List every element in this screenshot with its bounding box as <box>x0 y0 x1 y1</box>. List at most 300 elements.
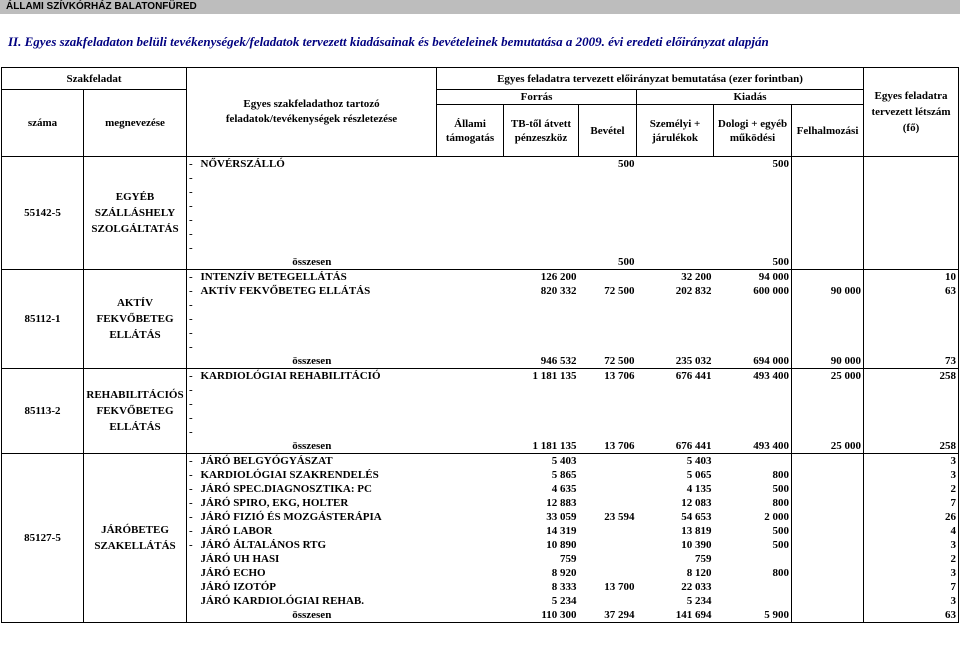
activity-name: JÁRÓ ÁLTALÁNOS RTG <box>200 539 327 551</box>
value-bevetel <box>579 185 637 199</box>
value-felh <box>792 185 864 199</box>
value-dologi <box>714 594 792 608</box>
value-szemelyi <box>637 340 714 354</box>
value-dologi: 500 <box>772 483 790 495</box>
value-letszam: 3 <box>864 454 959 469</box>
total-tb: 110 300 <box>504 608 579 623</box>
value-felh <box>792 241 864 255</box>
value-letszam: 2 <box>864 482 959 496</box>
value-szemelyi <box>637 425 714 439</box>
value-szemelyi: 13 819 <box>681 525 712 537</box>
szakfeladat-name: REHABILITÁCIÓS FEKVŐBETEG ELLÁTÁS <box>84 369 187 454</box>
activity-name <box>199 383 437 397</box>
value-dologi <box>714 580 792 594</box>
row-bullet: - <box>189 539 193 551</box>
value-allami <box>437 312 504 326</box>
value-dologi: 800 <box>772 497 790 509</box>
value-allami <box>437 270 504 285</box>
value-letszam <box>864 298 959 312</box>
value-letszam: 4 <box>864 524 959 538</box>
row-bullet: - <box>189 186 193 198</box>
value-allami <box>437 468 504 482</box>
value-szemelyi: 4 135 <box>686 483 712 495</box>
total-dologi: 694 000 <box>714 354 792 369</box>
value-letszam: 3 <box>864 538 959 552</box>
row-bullet: - <box>189 242 193 254</box>
value-dologi: 493 400 <box>714 369 792 384</box>
value-szemelyi: 12 083 <box>681 497 712 509</box>
value-dologi <box>714 425 792 439</box>
value-allami <box>437 157 504 172</box>
value-bevetel: 13 706 <box>579 369 637 384</box>
value-bevetel <box>579 241 637 255</box>
row-bullet: - <box>189 299 193 311</box>
total-bevetel: 500 <box>579 255 637 270</box>
value-bevetel <box>579 340 637 354</box>
value-allami <box>437 510 504 524</box>
value-szemelyi <box>637 383 714 397</box>
activity-name: JÁRÓ UH HASI <box>200 553 280 565</box>
value-tb <box>504 241 579 255</box>
value-allami <box>437 284 504 298</box>
value-letszam <box>864 312 959 326</box>
szakfeladat-code: 85113-2 <box>2 369 84 454</box>
table-row <box>2 369 959 384</box>
total-dologi: 5 900 <box>714 608 792 623</box>
value-dologi <box>714 397 792 411</box>
activity-name: JÁRÓ FIZIÓ ÉS MOZGÁSTERÁPIA <box>200 511 382 523</box>
value-letszam <box>864 185 959 199</box>
szakfeladat-code: 85127-5 <box>2 454 84 623</box>
activity-name <box>199 185 437 199</box>
row-bullet: - <box>187 270 199 285</box>
value-szemelyi: 5 234 <box>686 595 712 607</box>
value-letszam: 10 <box>864 270 959 285</box>
value-bevetel <box>579 566 637 580</box>
value-bevetel <box>579 538 637 552</box>
row-bullet: - <box>189 497 193 509</box>
value-allami <box>437 594 504 608</box>
value-dologi <box>714 326 792 340</box>
value-tb: 8 920 <box>551 567 577 579</box>
value-szemelyi <box>637 312 714 326</box>
row-bullet: - <box>189 327 193 339</box>
row-bullet: - <box>189 313 193 325</box>
activity-name <box>199 340 437 354</box>
value-tb <box>504 425 579 439</box>
total-tb: 1 181 135 <box>504 439 579 454</box>
table-row <box>2 454 959 469</box>
szakfeladat-name: AKTÍV FEKVŐBETEG ELLÁTÁS <box>84 270 187 369</box>
activity-name: AKTÍV FEKVŐBETEG ELLÁTÁS <box>200 285 371 297</box>
value-dologi: 500 <box>772 525 790 537</box>
value-letszam: 258 <box>864 369 959 384</box>
value-bevetel <box>579 171 637 185</box>
value-allami <box>437 524 504 538</box>
value-dologi: 2 000 <box>764 511 790 523</box>
value-felh: 25 000 <box>792 369 864 384</box>
value-tb: 33 059 <box>546 511 577 523</box>
value-bevetel <box>579 199 637 213</box>
value-bevetel <box>579 411 637 425</box>
total-szemelyi <box>637 255 714 270</box>
value-allami <box>437 340 504 354</box>
activity-name <box>199 227 437 241</box>
value-dologi <box>714 340 792 354</box>
value-bevetel <box>579 383 637 397</box>
total-label: összesen <box>187 439 437 454</box>
value-bevetel <box>579 270 637 285</box>
value-tb <box>504 171 579 185</box>
value-felh <box>792 482 864 496</box>
value-felh <box>792 552 864 566</box>
value-tb <box>504 326 579 340</box>
value-szemelyi: 5 403 <box>637 454 714 469</box>
value-tb <box>504 312 579 326</box>
header-allami: Állami támogatás <box>437 105 504 157</box>
activity-name: INTENZÍV BETEGELLÁTÁS <box>199 270 437 285</box>
value-tb: 4 635 <box>551 483 577 495</box>
value-felh: 90 000 <box>792 284 864 298</box>
value-bevetel <box>579 213 637 227</box>
value-tb: 5 234 <box>551 595 577 607</box>
activity-name <box>199 425 437 439</box>
value-felh <box>792 326 864 340</box>
value-tb: 8 333 <box>551 581 577 593</box>
value-szemelyi: 8 120 <box>686 567 712 579</box>
header-forras: Forrás <box>437 90 637 105</box>
value-dologi <box>714 454 792 469</box>
value-felh <box>792 298 864 312</box>
activity-name: NŐVÉRSZÁLLÓ <box>199 157 437 172</box>
activity-name <box>199 397 437 411</box>
value-letszam <box>864 397 959 411</box>
value-szemelyi: 22 033 <box>681 581 712 593</box>
value-szemelyi: 32 200 <box>637 270 714 285</box>
header-bemutatas: Egyes feladatra tervezett előirányzat bemutatása (ezer forintban) <box>437 68 864 90</box>
value-letszam <box>864 157 959 172</box>
value-felh <box>792 213 864 227</box>
row-bullet: - <box>189 228 193 240</box>
total-szemelyi: 235 032 <box>637 354 714 369</box>
value-bevetel <box>579 552 637 566</box>
institution-name: ÁLLAMI SZÍVKÓRHÁZ BALATONFÜRED <box>6 1 197 12</box>
total-label: összesen <box>187 608 437 623</box>
value-dologi <box>714 171 792 185</box>
value-felh <box>792 171 864 185</box>
value-felh <box>792 227 864 241</box>
value-felh <box>792 468 864 482</box>
total-allami <box>437 354 504 369</box>
value-allami <box>437 227 504 241</box>
szakfeladat-code: 85112-1 <box>2 270 84 369</box>
total-tb <box>504 255 579 270</box>
activity-name: KARDIOLÓGIAI REHABILITÁCIÓ <box>199 369 437 384</box>
value-szemelyi <box>637 241 714 255</box>
value-szemelyi: 54 653 <box>681 511 712 523</box>
total-tb: 946 532 <box>504 354 579 369</box>
activity-name <box>199 241 437 255</box>
value-allami <box>437 185 504 199</box>
value-tb: 12 883 <box>546 497 577 509</box>
value-allami <box>437 425 504 439</box>
value-dologi <box>714 213 792 227</box>
value-felh <box>792 538 864 552</box>
value-felh <box>792 270 864 285</box>
value-felh <box>792 524 864 538</box>
value-letszam <box>864 383 959 397</box>
activity-name <box>199 298 437 312</box>
value-tb <box>504 213 579 227</box>
value-allami <box>437 411 504 425</box>
value-dologi <box>714 298 792 312</box>
value-szemelyi <box>637 227 714 241</box>
value-tb: 820 332 <box>540 285 577 297</box>
value-allami <box>437 241 504 255</box>
value-bevetel <box>579 298 637 312</box>
row-bullet <box>187 552 199 566</box>
total-letszam: 258 <box>864 439 959 454</box>
row-bullet: - <box>189 200 193 212</box>
value-letszam <box>864 425 959 439</box>
total-felh: 90 000 <box>792 354 864 369</box>
total-felh <box>792 608 864 623</box>
value-szemelyi <box>637 157 714 172</box>
value-tb: 5 403 <box>504 454 579 469</box>
szakfeladat-code: 55142-5 <box>2 157 84 270</box>
szakfeladat-name: JÁRÓBETEG SZAKELLÁTÁS <box>84 454 187 623</box>
value-szemelyi: 759 <box>695 553 712 565</box>
value-tb <box>504 340 579 354</box>
value-letszam <box>864 241 959 255</box>
value-allami <box>437 482 504 496</box>
budget-table <box>1 67 959 623</box>
value-allami <box>437 326 504 340</box>
row-bullet: - <box>189 426 193 438</box>
value-allami <box>437 171 504 185</box>
value-letszam <box>864 171 959 185</box>
value-dologi: 94 000 <box>714 270 792 285</box>
row-bullet: - <box>189 398 193 410</box>
value-bevetel <box>579 227 637 241</box>
value-szemelyi <box>637 185 714 199</box>
header-tevekenyseg: Egyes szakfeladathoz tartozó feladatok/tevékenységek részletezése <box>187 68 437 157</box>
table-row <box>2 270 959 285</box>
row-bullet: - <box>189 525 193 537</box>
value-felh <box>792 157 864 172</box>
value-szemelyi <box>637 298 714 312</box>
row-bullet: - <box>189 384 193 396</box>
value-bevetel <box>579 496 637 510</box>
value-dologi <box>714 227 792 241</box>
value-letszam: 26 <box>864 510 959 524</box>
activity-name <box>199 312 437 326</box>
value-felh <box>792 510 864 524</box>
total-szemelyi: 141 694 <box>637 608 714 623</box>
value-dologi: 500 <box>772 539 790 551</box>
header-megnevezese: megnevezése <box>84 90 187 157</box>
value-felh <box>792 594 864 608</box>
value-letszam: 3 <box>864 594 959 608</box>
value-letszam: 3 <box>864 566 959 580</box>
value-bevetel <box>579 397 637 411</box>
value-felh <box>792 199 864 213</box>
total-letszam: 63 <box>864 608 959 623</box>
total-szemelyi: 676 441 <box>637 439 714 454</box>
value-allami <box>437 552 504 566</box>
szakfeladat-name: EGYÉB SZÁLLÁSHELY SZOLGÁLTATÁS <box>84 157 187 270</box>
value-bevetel <box>579 425 637 439</box>
value-tb: 10 890 <box>546 539 577 551</box>
value-dologi: 800 <box>772 567 790 579</box>
value-tb <box>504 411 579 425</box>
row-bullet: - <box>187 369 199 384</box>
value-tb <box>504 227 579 241</box>
value-allami <box>437 496 504 510</box>
total-bevetel: 72 500 <box>579 354 637 369</box>
value-allami <box>437 213 504 227</box>
header-bevetel: Bevétel <box>579 105 637 157</box>
header-letszam: Egyes feladatra tervezett létszám (fő) <box>864 68 959 157</box>
value-szemelyi <box>637 171 714 185</box>
value-tb: 1 181 135 <box>504 369 579 384</box>
activity-name: JÁRÓ IZOTÓP <box>200 581 276 593</box>
value-tb: 5 865 <box>551 469 577 481</box>
value-allami <box>437 199 504 213</box>
total-letszam <box>864 255 959 270</box>
value-bevetel: 500 <box>579 157 637 172</box>
value-letszam: 63 <box>864 284 959 298</box>
row-bullet: - <box>189 341 193 353</box>
value-felh <box>792 411 864 425</box>
activity-name: JÁRÓ SPIRO, EKG, HOLTER <box>200 497 349 509</box>
value-szemelyi <box>637 199 714 213</box>
value-szemelyi: 10 390 <box>681 539 712 551</box>
total-label: összesen <box>187 255 437 270</box>
value-szemelyi: 5 065 <box>686 469 712 481</box>
header-dologi: Dologi + egyéb működési <box>714 105 792 157</box>
value-felh <box>792 425 864 439</box>
total-allami <box>437 608 504 623</box>
value-tb <box>504 199 579 213</box>
activity-name <box>199 199 437 213</box>
value-felh <box>792 312 864 326</box>
activity-name: JÁRÓ KARDIOLÓGIAI REHAB. <box>200 595 364 607</box>
value-tb <box>504 397 579 411</box>
value-felh <box>792 580 864 594</box>
header-szemelyi: Személyi + járulékok <box>637 105 714 157</box>
value-letszam: 3 <box>864 468 959 482</box>
value-letszam <box>864 213 959 227</box>
value-bevetel <box>579 524 637 538</box>
activity-name <box>199 171 437 185</box>
activity-name <box>199 411 437 425</box>
value-allami <box>437 538 504 552</box>
total-felh: 25 000 <box>792 439 864 454</box>
value-dologi: 800 <box>772 469 790 481</box>
header-tb: TB-től átvett pénzeszköz <box>504 105 579 157</box>
value-szemelyi <box>637 326 714 340</box>
value-felh <box>792 454 864 469</box>
row-bullet: - <box>187 157 199 172</box>
header-kiadas: Kiadás <box>637 90 864 105</box>
value-bevetel <box>579 312 637 326</box>
value-dologi <box>714 552 792 566</box>
total-dologi: 493 400 <box>714 439 792 454</box>
value-felh <box>792 383 864 397</box>
total-bevetel: 13 706 <box>579 439 637 454</box>
value-szemelyi <box>637 397 714 411</box>
row-bullet <box>187 594 199 608</box>
total-bevetel: 37 294 <box>579 608 637 623</box>
total-dologi: 500 <box>714 255 792 270</box>
value-dologi: 600 000 <box>753 285 790 297</box>
value-letszam <box>864 199 959 213</box>
row-bullet <box>187 566 199 580</box>
row-bullet: - <box>189 469 193 481</box>
value-dologi <box>714 411 792 425</box>
value-tb: 759 <box>560 553 577 565</box>
value-szemelyi: 202 832 <box>675 285 712 297</box>
value-allami <box>437 397 504 411</box>
activity-name: JÁRÓ BELGYÓGYÁSZAT <box>199 454 437 469</box>
value-tb <box>504 383 579 397</box>
value-felh <box>792 566 864 580</box>
value-szemelyi <box>637 213 714 227</box>
activity-name: JÁRÓ SPEC.DIAGNOSZTIKA: PC <box>200 483 372 495</box>
document-title: II. Egyes szakfeladaton belüli tevékenységek/feladatok tervezett kiadásainak és bevételeinek bemutatása a 2009. évi eredeti előirányzat alapján <box>8 34 769 49</box>
header-szakfeladat: Szakfeladat <box>2 68 187 90</box>
value-bevetel <box>579 326 637 340</box>
value-tb <box>504 157 579 172</box>
value-bevetel: 72 500 <box>604 285 635 297</box>
row-bullet: - <box>189 483 193 495</box>
row-bullet <box>187 580 199 594</box>
table-row <box>2 157 959 172</box>
value-felh <box>792 496 864 510</box>
header-felhalmozasi: Felhalmozási <box>792 105 864 157</box>
value-letszam <box>864 411 959 425</box>
value-tb: 126 200 <box>504 270 579 285</box>
total-felh <box>792 255 864 270</box>
value-tb <box>504 185 579 199</box>
value-bevetel: 13 700 <box>604 581 635 593</box>
value-bevetel <box>579 454 637 469</box>
value-tb: 14 319 <box>546 525 577 537</box>
activity-name: JÁRÓ ECHO <box>200 567 266 579</box>
value-dologi: 500 <box>714 157 792 172</box>
header-szama: száma <box>2 90 84 157</box>
value-bevetel <box>579 468 637 482</box>
value-bevetel: 23 594 <box>604 511 635 523</box>
total-letszam: 73 <box>864 354 959 369</box>
activity-name: KARDIOLÓGIAI SZAKRENDELÉS <box>200 469 379 481</box>
value-bevetel <box>579 482 637 496</box>
row-bullet: - <box>189 214 193 226</box>
total-allami <box>437 255 504 270</box>
total-allami <box>437 439 504 454</box>
value-felh <box>792 397 864 411</box>
activity-name: JÁRÓ LABOR <box>200 525 273 537</box>
row-bullet: - <box>189 412 193 424</box>
row-bullet: - <box>187 454 199 469</box>
value-felh <box>792 340 864 354</box>
value-szemelyi: 676 441 <box>637 369 714 384</box>
value-letszam <box>864 227 959 241</box>
value-dologi <box>714 383 792 397</box>
value-allami <box>437 580 504 594</box>
value-dologi <box>714 241 792 255</box>
